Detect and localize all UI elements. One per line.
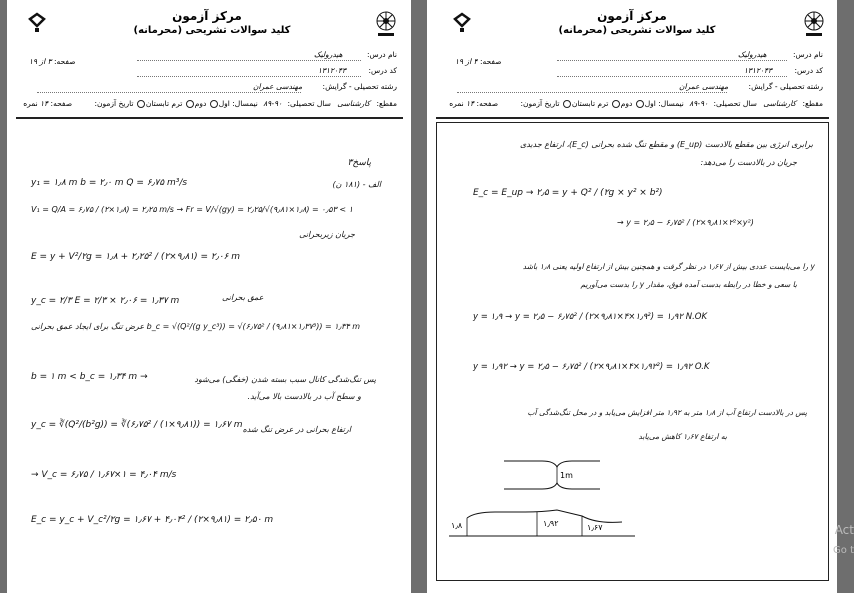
semester-label: نیمسال:: [658, 99, 684, 108]
yc-label: ۱٫۶۷: [587, 523, 603, 532]
grade-value: ۱۴: [40, 99, 49, 108]
year-label: سال تحصیلی:: [287, 99, 331, 108]
grade-value: ۱۴: [466, 99, 475, 108]
solution-line: E_c = E_up → ۲٫۵ = y + Q² / (۲g × y² × b²): [473, 188, 663, 198]
solution-line: → y = ۲٫۵ − ۶٫۷۵² / (۲×۹٫۸۱×۲²×y²): [617, 218, 754, 227]
exam-date-label: تاریخ آزمون:: [520, 99, 560, 108]
answer-sheet-page-right: [427, 0, 837, 593]
page-label: صفحه:: [479, 57, 502, 66]
sheet-header: [427, 0, 837, 118]
code-line: [557, 76, 787, 77]
semester-summer-label: ترم تابستان: [571, 99, 609, 108]
page-row: [455, 57, 502, 66]
semester-first-radio[interactable]: [210, 100, 218, 108]
course-line: [557, 60, 787, 61]
level-value: کارشناسی: [337, 99, 371, 108]
page-value: ۳ از ۱۹: [29, 57, 52, 66]
major-line: [457, 92, 727, 93]
solution-line: y را می‌بایست عددی بیش از ۱٫۶۷ در نظر گرفت و همچنین بیش از ارتفاع اولیه یعنی ۱٫۸ باشد: [522, 262, 815, 271]
semester-second-label: دوم: [194, 99, 207, 108]
center-title: مرکز آزمون: [597, 9, 667, 23]
code-line: [137, 76, 361, 77]
course-label: نام درس:: [366, 50, 397, 59]
center-subtitle: کلید سوالات تشریحی (محرمانه): [558, 25, 716, 36]
solution-line: y = ۱٫۹ → y = ۲٫۵ − ۶٫۷۵² / (۲×۹٫۸۱×۴×۱٫۹²) = ۱٫۹۲ N.OK: [473, 312, 708, 322]
solution-line: برابری انرژی بین مقطع بالادست (E_up) و مقطع تنگ شده بحرانی (E_c)، ارتفاع جدیدی: [519, 140, 813, 149]
semester-summer-radio[interactable]: [563, 100, 571, 108]
solution-line: b = ۱ m < b_c = ۱٫۳۴ m →: [31, 372, 148, 382]
page-label-2: صفحه:: [476, 99, 499, 108]
level-value: کارشناسی: [763, 99, 797, 108]
major-value: مهندسی عمران: [253, 82, 303, 91]
solution-line: y = ۱٫۹۲ → y = ۲٫۵ − ۶٫۷۵² / (۲×۹٫۸۱×۴×۱٫۹۲²) = ۱٫۹۲ O.K: [473, 362, 710, 372]
channel-plan-sketch: [502, 455, 602, 495]
year-value: ۹۰-۸۹: [689, 99, 709, 108]
semester-summer-label: ترم تابستان: [145, 99, 183, 108]
sheet-header: [7, 0, 411, 118]
semester-second-radio[interactable]: [186, 100, 194, 108]
meta-row: [449, 99, 823, 108]
level-label: مقطع:: [376, 99, 397, 108]
code-row: [744, 66, 823, 75]
year-label: سال تحصیلی:: [713, 99, 757, 108]
major-row: [679, 82, 823, 91]
semester-first-label: اول: [644, 99, 656, 108]
meta-row: [23, 99, 397, 108]
solution-line: پاسخ۳: [347, 158, 371, 168]
code-label: کد درس:: [794, 66, 823, 75]
header-divider: [16, 117, 403, 119]
grade-label: نمره: [449, 99, 464, 108]
exam-date-label: تاریخ آزمون:: [94, 99, 134, 108]
solution-line: V₁ = Q/A = ۶٫۷۵ / (۲×۱٫۸) = ۲٫۲۵ m/s → Fr = V/√(gy) = ۲٫۲۵/√(۹٫۸۱×۱٫۸) = ۰٫۵۳ < ۱: [31, 205, 353, 214]
solution-line: عرض تنگ برای ایجاد عمق بحرانی b_c = √(Q²/(g y_c³)) = √(۶٫۷۵² / (۹٫۸۱×۱٫۳۷³)) = ۱٫۳۴ m: [31, 322, 361, 331]
solution-line: ارتفاع بحرانی در عرض تنگ شده: [242, 425, 351, 434]
page-label: صفحه:: [53, 57, 76, 66]
major-label: رشته تحصیلی - گرایش:: [748, 82, 823, 91]
level-label: مقطع:: [802, 99, 823, 108]
page-row: [29, 57, 76, 66]
solution-line: عمق بحرانی: [222, 293, 264, 302]
solution-line: الف - (۱۸۱ ن): [332, 180, 381, 189]
contraction-width-label: 1m: [560, 471, 573, 480]
code-value: ۱۳۱۲۰۴۳: [743, 66, 773, 75]
header-divider: [436, 117, 829, 119]
code-row: [318, 66, 397, 75]
solution-line: y_c = ۲/۳ E = ۲/۳ × ۲٫۰۶ = ۱٫۳۷ m: [31, 296, 180, 306]
question-mark-logo-icon: [451, 12, 473, 34]
semester-summer-radio[interactable]: [137, 100, 145, 108]
question-mark-logo-icon: [26, 12, 48, 34]
page-label-2: صفحه:: [50, 99, 73, 108]
course-line: [137, 60, 361, 61]
course-row: [314, 50, 397, 59]
solution-line: y₁ = ۱٫۸ m b = ۲٫۰ m Q = ۶٫۷۵ m³/s: [31, 178, 188, 188]
solution-line: جریان زیربحرانی: [299, 230, 355, 239]
y1-label: ۱٫۸: [451, 521, 463, 530]
course-value: هیدرولیک: [737, 50, 767, 59]
semester-first-radio[interactable]: [636, 100, 644, 108]
solution-line: → V_c = ۶٫۷۵ / ۱٫۶۷×۱ = ۴٫۰۴ m/s: [31, 470, 177, 480]
solution-line: E_c = y_c + V_c²/۲g = ۱٫۶۷ + ۴٫۰۴² / (۲×۹٫۸۱) = ۲٫۵۰ m: [31, 515, 274, 525]
solution-line: پس تنگ‌شدگی کانال سبب بسته شدن (خفگی) می‌شود: [194, 375, 376, 384]
solution-line: y_c = ∛(Q²/(b²g)) = ∛(۶٫۷۵² / (۱×۹٫۸۱)) = ۱٫۶۷ m: [31, 420, 243, 430]
solution-line: با سعی و خطا در رابطه بدست آمده فوق، مقدار y را بدست می‌آوریم: [580, 280, 797, 289]
center-subtitle: کلید سوالات تشریحی (محرمانه): [133, 25, 291, 36]
answer-sheet-page-left: [7, 0, 411, 593]
activation-watermark-line1: Act: [834, 523, 854, 537]
year-value: ۹۰-۸۹: [263, 99, 283, 108]
activation-watermark-line2: Go t: [833, 545, 854, 556]
code-value: ۱۳۱۲۰۴۳: [317, 66, 347, 75]
course-label: نام درس:: [792, 50, 823, 59]
code-label: کد درس:: [368, 66, 397, 75]
page-value: ۴ از ۱۹: [455, 57, 478, 66]
solution-line: پس در بالادست ارتفاع آب از ۱٫۸ متر به ۱٫۹۲ متر افزایش می‌یابد و در محل تنگ‌شدگی آب: [527, 408, 807, 417]
semester-second-label: دوم: [620, 99, 633, 108]
center-title: مرکز آزمون: [172, 9, 242, 23]
grade-label: نمره: [23, 99, 38, 108]
course-value: هیدرولیک: [313, 50, 343, 59]
solution-line: جریان در بالادست را می‌دهد:: [700, 158, 797, 167]
course-row: [738, 50, 823, 59]
water-profile-sketch: [447, 498, 637, 544]
university-seal-icon: [373, 10, 399, 40]
solution-line: و سطح آب در بالادست بالا می‌آید.: [247, 392, 361, 401]
solution-line: E = y + V²/۲g = ۱٫۸ + ۲٫۲۵² / (۲×۹٫۸۱) = ۲٫۰۶ m: [31, 252, 240, 262]
solution-line: به ارتفاع ۱٫۶۷ کاهش می‌یابد: [638, 432, 727, 441]
semester-first-label: اول: [218, 99, 230, 108]
semester-label: نیمسال:: [232, 99, 258, 108]
semester-second-radio[interactable]: [612, 100, 620, 108]
y2-label: ۱٫۹۲: [543, 519, 559, 528]
major-value: مهندسی عمران: [679, 82, 729, 91]
major-label: رشته تحصیلی - گرایش:: [322, 82, 397, 91]
major-row: [253, 82, 397, 91]
university-seal-icon: [801, 10, 827, 40]
major-line: [37, 92, 301, 93]
